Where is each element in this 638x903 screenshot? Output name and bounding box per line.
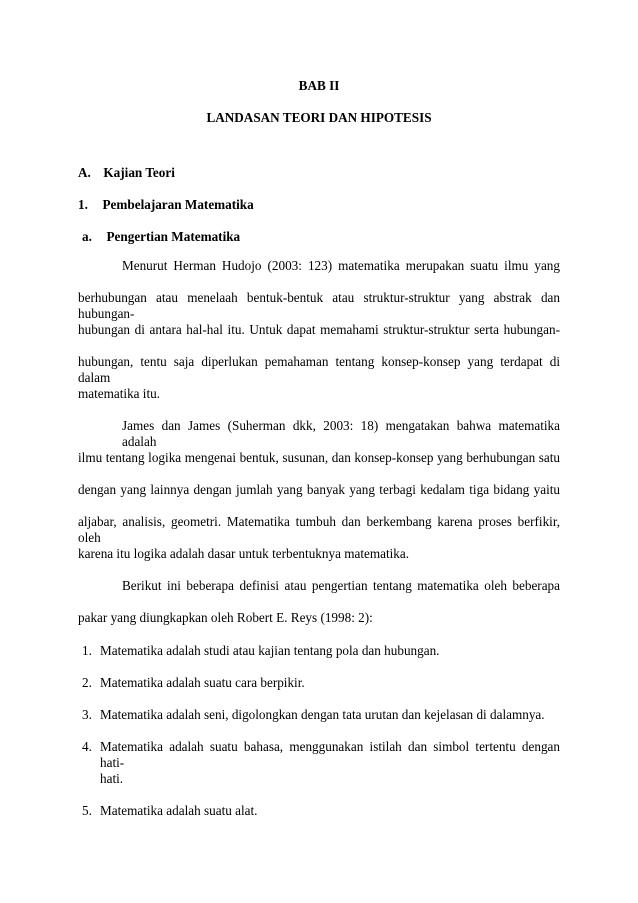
paragraph-line: berhubungan atau menelaah bentuk-bentuk atau struktur-struktur yang abstrak dan hubungan- bbox=[78, 290, 560, 321]
paragraph-line: ilmu tentang logika mengenai bentuk, susunan, dan konsep-konsep yang berhubungan satu bbox=[78, 450, 560, 465]
list-text: Matematika adalah suatu alat. bbox=[100, 803, 258, 818]
list-number: 5. bbox=[82, 803, 92, 818]
list-number: 4. bbox=[82, 739, 92, 754]
paragraph-line: karena itu logika adalah dasar untuk terbentuknya matematika. bbox=[78, 546, 410, 561]
chapter-title: LANDASAN TEORI DAN HIPOTESIS bbox=[206, 110, 432, 125]
list-text: Matematika adalah suatu bahasa, menggunakan istilah dan simbol tertentu dengan hati- bbox=[100, 739, 560, 770]
subsubsection-title: Pengertian Matematika bbox=[106, 229, 241, 244]
list-text: Matematika adalah seni, digolongkan dengan tata urutan dan kejelasan di dalamnya. bbox=[100, 707, 545, 722]
section-heading bbox=[78, 165, 175, 181]
paragraph-line: Menurut Herman Hudojo (2003: 123) matematika merupakan suatu ilmu yang bbox=[122, 258, 560, 273]
paragraph-line: Berikut ini beberapa definisi atau pengertian tentang matematika oleh beberapa bbox=[122, 578, 560, 593]
subsection-marker: 1. bbox=[78, 197, 88, 212]
list-number: 1. bbox=[82, 643, 92, 658]
paragraph-line: aljabar, analisis, geometri. Matematika tumbuh dan berkembang karena proses berfikir, oleh bbox=[78, 514, 560, 545]
subsection-title: Pembelajaran Matematika bbox=[102, 197, 254, 212]
paragraph-line: matematika itu. bbox=[78, 386, 161, 401]
paragraph-line: James dan James (Suherman dkk, 2003: 18) mengatakan bahwa matematika adalah bbox=[122, 418, 560, 449]
paragraph-line: hubungan di antara hal-hal itu. Untuk dapat memahami struktur-struktur serta hubungan- bbox=[78, 322, 560, 337]
subsubsection-heading bbox=[82, 229, 240, 245]
list-number: 2. bbox=[82, 675, 92, 690]
paragraph-line: hubungan, tentu saja diperlukan pemahaman tentang konsep-konsep yang terdapat di dalam bbox=[78, 354, 560, 385]
paragraph-line: pakar yang diungkapkan oleh Robert E. Reys (1998: 2): bbox=[78, 610, 373, 625]
section-title: Kajian Teori bbox=[103, 165, 175, 180]
list-text: Matematika adalah studi atau kajian tentang pola dan hubungan. bbox=[100, 643, 440, 658]
subsubsection-marker: a. bbox=[82, 229, 92, 244]
paragraph-line: dengan yang lainnya dengan jumlah yang banyak yang terbagi kedalam tiga bidang yaitu bbox=[78, 482, 560, 497]
chapter-label: BAB II bbox=[298, 78, 340, 93]
list-number: 3. bbox=[82, 707, 92, 722]
subsection-heading bbox=[78, 197, 254, 213]
list-text: hati. bbox=[100, 771, 124, 786]
list-text: Matematika adalah suatu cara berpikir. bbox=[100, 675, 305, 690]
section-marker: A. bbox=[78, 165, 91, 180]
